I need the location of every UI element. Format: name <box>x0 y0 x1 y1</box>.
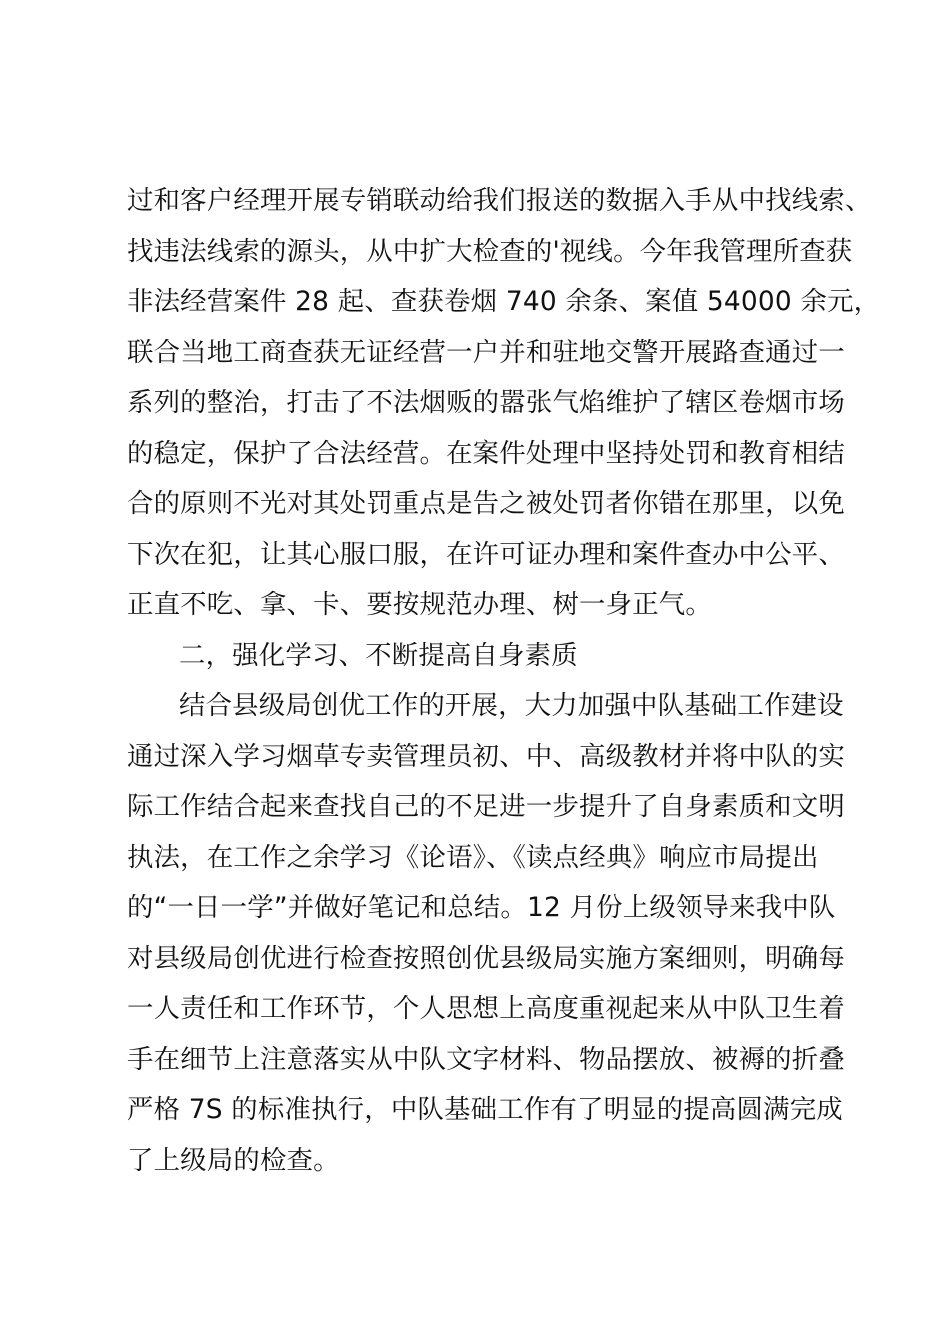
text-line: 通过深入学习烟草专卖管理员初、中、高级教材并将中队的实 <box>127 740 845 772</box>
text-line: 的稳定，保护了合法经营。在案件处理中坚持处罚和教育相结 <box>127 437 845 469</box>
text-line: 际工作结合起来查找自己的不足进一步提升了自身素质和文明 <box>127 791 845 822</box>
text-line: 一人责任和工作环节，个人思想上高度重视起来从中队卫生着 <box>127 993 845 1024</box>
text-line: 对县级局创优进行检查按照创优县级局实施方案细则，明确每 <box>127 942 845 974</box>
text-line: 手在细节上注意落实从中队文字材料、物品摆放、被褥的折叠 <box>127 1043 845 1075</box>
text-line: 联合当地工商查获无证经营一户并和驻地交警开展路查通过一 <box>127 336 845 368</box>
text-line: 正直不吃、拿、卡、要按规范办理、树一身正气。 <box>127 589 712 620</box>
text-line: 严格 7S 的标准执行，中队基础工作有了明显的提高圆满完成 <box>127 1094 843 1125</box>
paragraph-first-line: 结合县级局创优工作的开展，大力加强中队基础工作建设 <box>179 690 844 721</box>
text-line: 过和客户经理开展专销联动给我们报送的数据入手从中找线索、 <box>127 185 872 216</box>
text-line: 非法经营案件 28 起、查获卷烟 740 余条、案值 54000 余元， <box>127 286 881 317</box>
text-line: 执法，在工作之余学习《论语》、《读点经典》响应市局提出 <box>127 841 819 873</box>
text-line: 的“一日一学”并做好笔记和总结。12 月份上级领导来我中队 <box>127 892 836 923</box>
text-line: 下次在犯，让其心服口服，在许可证办理和案件查办中公平、 <box>127 538 845 570</box>
body-text <box>127 176 881 1186</box>
text-line: 找违法线索的源头，从中扩大检查的'视线。今年我管理所查获 <box>127 235 853 267</box>
text-line: 了上级局的检查。 <box>127 1144 340 1176</box>
text-line: 合的原则不光对其处罚重点是告之被处罚者你错在那里，以免 <box>127 488 845 519</box>
text-line: 系列的整治，打击了不法烟贩的嚣张气焰维护了辖区卷烟市场 <box>127 387 845 418</box>
section-heading: 二，强化学习、不断提高自身素质 <box>179 639 578 671</box>
